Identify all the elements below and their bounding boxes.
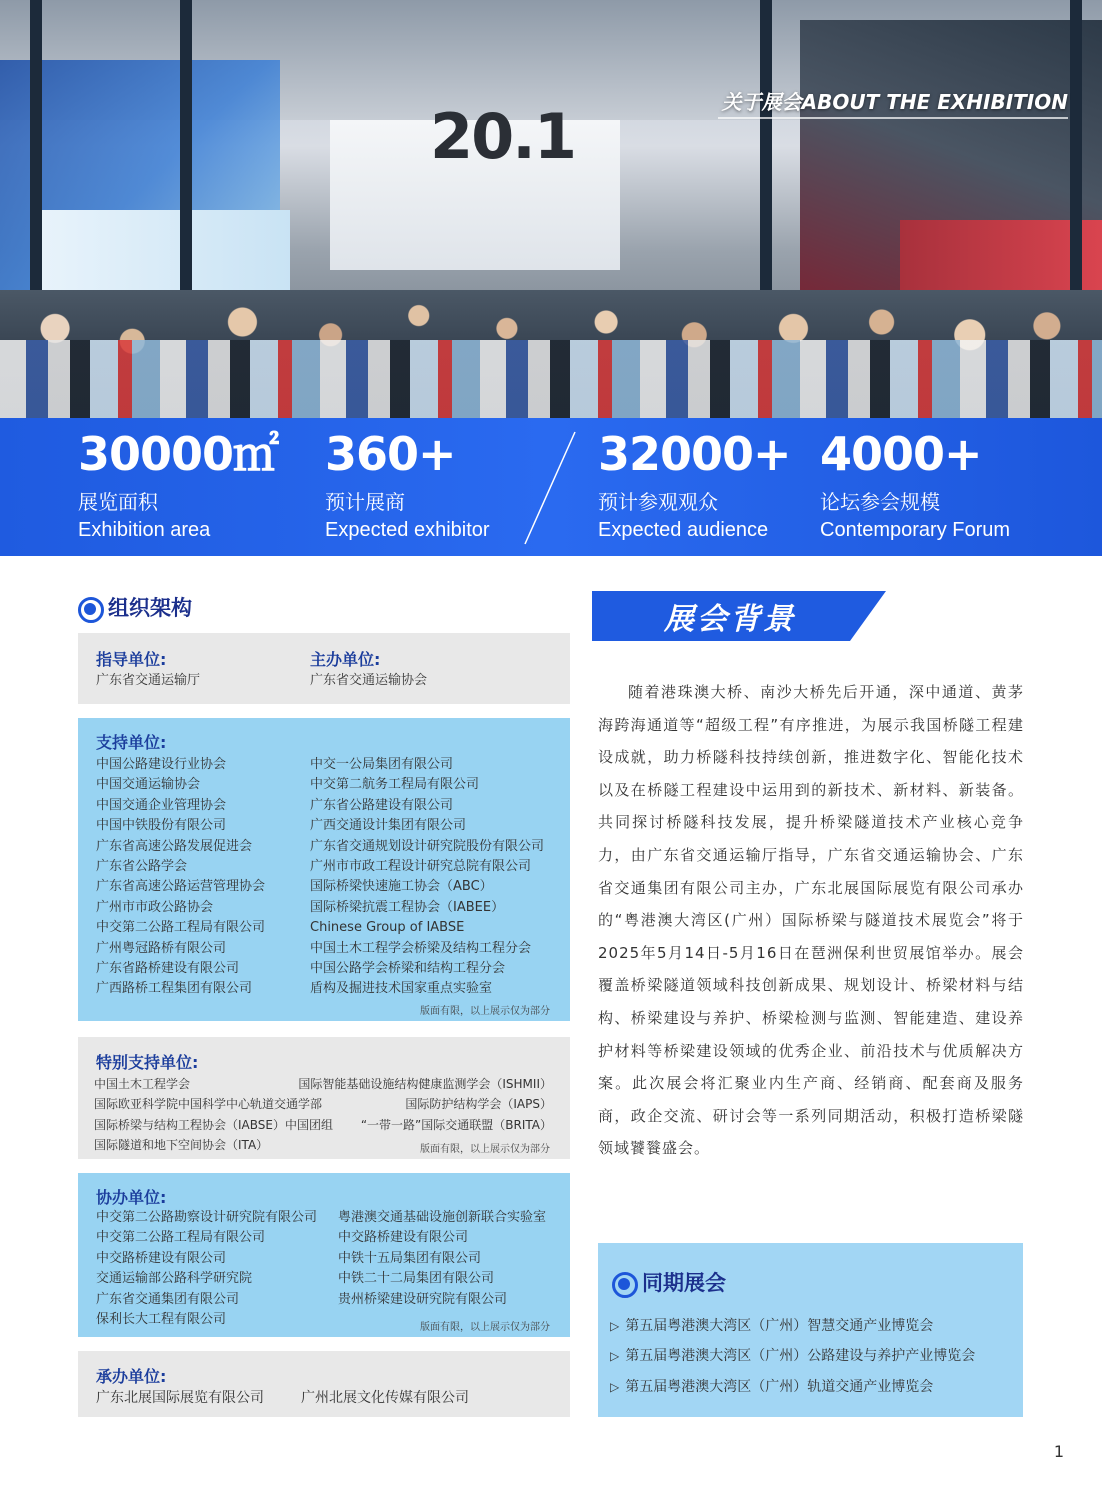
list-item: 中铁十五局集团有限公司 bbox=[338, 1250, 482, 1266]
stat-area bbox=[78, 418, 278, 544]
list-item: 国际隧道和地下空间协会（ITA） bbox=[94, 1138, 269, 1153]
list-item: 国际欧亚科学院中国科学中心轨道交通学部 bbox=[94, 1097, 323, 1112]
list-item: 广东省路桥建设有限公司 bbox=[96, 961, 240, 977]
list-item: 中交路桥建设有限公司 bbox=[338, 1230, 469, 1246]
co-list-right bbox=[338, 1208, 546, 1310]
list-item: 国际桥梁快速施工协会（ABC） bbox=[310, 879, 493, 895]
stat-label-en: Exhibition area bbox=[78, 519, 211, 541]
list-item: “一带一路”国际交通联盟（BRITA） bbox=[360, 1117, 552, 1132]
stat-forum bbox=[820, 418, 1010, 544]
stat-number: 32000+ bbox=[598, 427, 791, 481]
space-note: 版面有限，以上展示仅为部分 bbox=[420, 1006, 550, 1017]
support-list-left bbox=[96, 755, 265, 1000]
background-paragraph: 随着港珠澳大桥、南沙大桥先后开通，深中通道、黄茅海跨海通道等“超级工程”有序推进，为展示我国桥隧工程建设成就，助力桥隧科技持续创新，推进数字化、智能化技术以及在桥隧工程建设中运用到的新技术、新材料、新装备。共同探讨桥隧科技发展，提升桥梁隧道技术产业核心竞争力，由广东省交通运输厅指导，广东省交通运输协会、广东省交通集团有限公司主办，广东北展国际展览有限公司承办的“粤港澳大湾区(广州）国际桥梁与隧道技术展览会”将于2025年5月14日-5月16日在琶洲保利世贸展馆举办。展会覆盖桥梁隧道领域科技创新成果、规划设计、桥梁材料与结构、桥梁建设与养护、桥梁检测与监测、智能建造、建设养护材料等桥梁建设领域的优秀企业、前沿技术与优质解决方案。此次展会将汇聚业内生产商、经销商、配套商及服务商，政企交流、研讨会等一系列同期活动，积极打造桥梁隧领域饕餮盛会。 bbox=[598, 683, 1024, 1158]
support-list-right bbox=[310, 755, 544, 1000]
guide-label: 指导单位: bbox=[96, 650, 167, 669]
special-label: 特别支持单位: bbox=[96, 1053, 199, 1072]
list-item: 中国土木工程学会 bbox=[94, 1077, 191, 1091]
co-label: 协办单位: bbox=[96, 1188, 167, 1207]
list-item: ▷ 第五届粤港澳大湾区（广州）轨道交通产业博览会 bbox=[610, 1378, 934, 1395]
stat-label-zh: 论坛参会规模 bbox=[820, 490, 940, 514]
list-item: ▷ 第五届粤港澳大湾区（广州）智慧交通产业博览会 bbox=[610, 1318, 934, 1334]
organizer-value-2: 广州北展文化传媒有限公司 bbox=[301, 1390, 469, 1406]
page-number: 1 bbox=[1053, 1442, 1064, 1461]
list-item: 中国交通运输协会 bbox=[96, 777, 201, 793]
list-item: 中国公路建设行业协会 bbox=[96, 757, 227, 772]
list-item: 贵州桥梁建设研究院有限公司 bbox=[338, 1291, 508, 1307]
list-item: 中国中铁股份有限公司 bbox=[96, 818, 227, 834]
host-label: 主办单位: bbox=[310, 650, 381, 669]
stat-number: 4000+ bbox=[820, 427, 982, 481]
list-item: 广东省高速公路发展促进会 bbox=[96, 838, 253, 854]
crowd-bodies bbox=[0, 340, 1102, 418]
co-list-left bbox=[96, 1208, 317, 1330]
stat-label-en: Expected exhibitor bbox=[325, 519, 490, 541]
hall-number: 20.1 bbox=[430, 100, 575, 173]
support-label: 支持单位: bbox=[96, 733, 167, 752]
stat-number: 360+ bbox=[325, 427, 456, 481]
stat-audience bbox=[598, 418, 791, 544]
list-item: 交通运输部公路科学研究院 bbox=[96, 1271, 253, 1287]
list-item: 中国土木工程学会桥梁及结构工程分会 bbox=[310, 940, 532, 956]
list-item: ▷ 第五届粤港澳大湾区（广州）公路建设与养护产业博览会 bbox=[610, 1348, 976, 1365]
organizer-label: 承办单位: bbox=[96, 1367, 167, 1386]
list-item: 广东省交通规划设计研究院股份有限公司 bbox=[310, 838, 545, 854]
target-bullet-icon bbox=[78, 596, 100, 618]
list-item: 广西交通设计集团有限公司 bbox=[310, 818, 467, 834]
background-title: 展会背景 bbox=[664, 602, 796, 637]
special-support-box bbox=[78, 1037, 570, 1159]
list-item: 中交第二公路工程局有限公司 bbox=[96, 920, 266, 936]
stat-label-en: Expected audience bbox=[598, 519, 769, 541]
triangle-right-icon: ▷ bbox=[610, 1319, 620, 1333]
list-item: 广州市市政工程设计研究总院有限公司 bbox=[310, 859, 532, 875]
about-tag: 关于展会ABOUT THE EXHIBITION bbox=[721, 90, 1068, 114]
org-section-title bbox=[78, 592, 192, 622]
organizer-value-1: 广东北展国际展览有限公司 bbox=[96, 1390, 264, 1406]
stat-label-en: Contemporary Forum bbox=[820, 519, 1011, 541]
hero-tag-underline bbox=[718, 117, 1068, 119]
list-item: 中交第二公路工程局有限公司 bbox=[96, 1230, 266, 1246]
concurrent-list bbox=[610, 1311, 975, 1402]
list-item: 中国公路学会桥梁和结构工程分会 bbox=[310, 961, 506, 977]
stat-number: 30000㎡ bbox=[78, 427, 279, 481]
guide-value: 广东省交通运输厅 bbox=[96, 673, 201, 688]
list-item: 广州粤冠路桥有限公司 bbox=[96, 940, 227, 956]
concurrent-title bbox=[612, 1267, 726, 1297]
list-item: 中交一公局集团有限公司 bbox=[310, 757, 454, 772]
special-list-right bbox=[298, 1074, 552, 1135]
organizer-box bbox=[78, 1351, 570, 1417]
list-item: 中国交通企业管理协会 bbox=[96, 797, 227, 813]
stat-label-zh: 预计展商 bbox=[325, 490, 405, 514]
triangle-right-icon: ▷ bbox=[610, 1379, 620, 1394]
space-note: 版面有限，以上展示仅为部分 bbox=[420, 1144, 550, 1155]
co-organizer-box bbox=[78, 1173, 570, 1337]
list-item: 广东省公路学会 bbox=[96, 859, 188, 875]
list-item: 国际智能基础设施结构健康监测学会（ISHMII） bbox=[298, 1077, 552, 1091]
list-item: 保利长大工程有限公司 bbox=[96, 1312, 227, 1328]
list-item: 中交路桥建设有限公司 bbox=[96, 1250, 227, 1266]
support-box bbox=[78, 718, 570, 1021]
stat-label-zh: 预计参观观众 bbox=[598, 490, 718, 514]
org-title-text: 组织架构 bbox=[108, 596, 192, 620]
booth-left-panel bbox=[40, 210, 290, 300]
host-value: 广东省交通运输协会 bbox=[310, 673, 428, 688]
triangle-right-icon: ▷ bbox=[610, 1349, 620, 1364]
list-item: 中铁二十二局集团有限公司 bbox=[338, 1271, 495, 1287]
hero-photo bbox=[0, 0, 1102, 418]
guide-host-box bbox=[78, 633, 570, 704]
divider-slash bbox=[520, 428, 580, 548]
stats-band bbox=[0, 418, 1102, 556]
list-item: 国际防护结构学会（IAPS） bbox=[405, 1097, 552, 1112]
list-item: 广东省高速公路运营管理协会 bbox=[96, 879, 266, 895]
concurrent-box bbox=[598, 1243, 1023, 1417]
list-item: 广州市市政公路协会 bbox=[96, 899, 214, 915]
stat-label-zh: 展览面积 bbox=[78, 490, 158, 514]
concurrent-title-text: 同期展会 bbox=[642, 1271, 726, 1295]
stat-exhibitors bbox=[325, 418, 490, 544]
list-item: 中交第二公路勘察设计研究院有限公司 bbox=[96, 1210, 318, 1225]
list-item: 广东省公路建设有限公司 bbox=[310, 797, 454, 813]
list-item: 盾构及掘进技术国家重点实验室 bbox=[310, 981, 493, 997]
list-item: Chinese Group of IABSE bbox=[310, 920, 465, 936]
space-note: 版面有限，以上展示仅为部分 bbox=[420, 1322, 550, 1333]
list-item: 国际桥梁抗震工程协会（IABEE） bbox=[310, 899, 505, 915]
list-item: 广西路桥工程集团有限公司 bbox=[96, 981, 253, 997]
special-list-left bbox=[94, 1074, 333, 1156]
list-item: 国际桥梁与结构工程协会（IABSE）中国团组 bbox=[94, 1117, 333, 1132]
list-item: 粤港澳交通基础设施创新联合实验室 bbox=[338, 1210, 547, 1225]
list-item: 中交第二航务工程局有限公司 bbox=[310, 777, 480, 793]
target-bullet-icon bbox=[612, 1271, 634, 1293]
list-item: 广东省交通集团有限公司 bbox=[96, 1291, 240, 1307]
